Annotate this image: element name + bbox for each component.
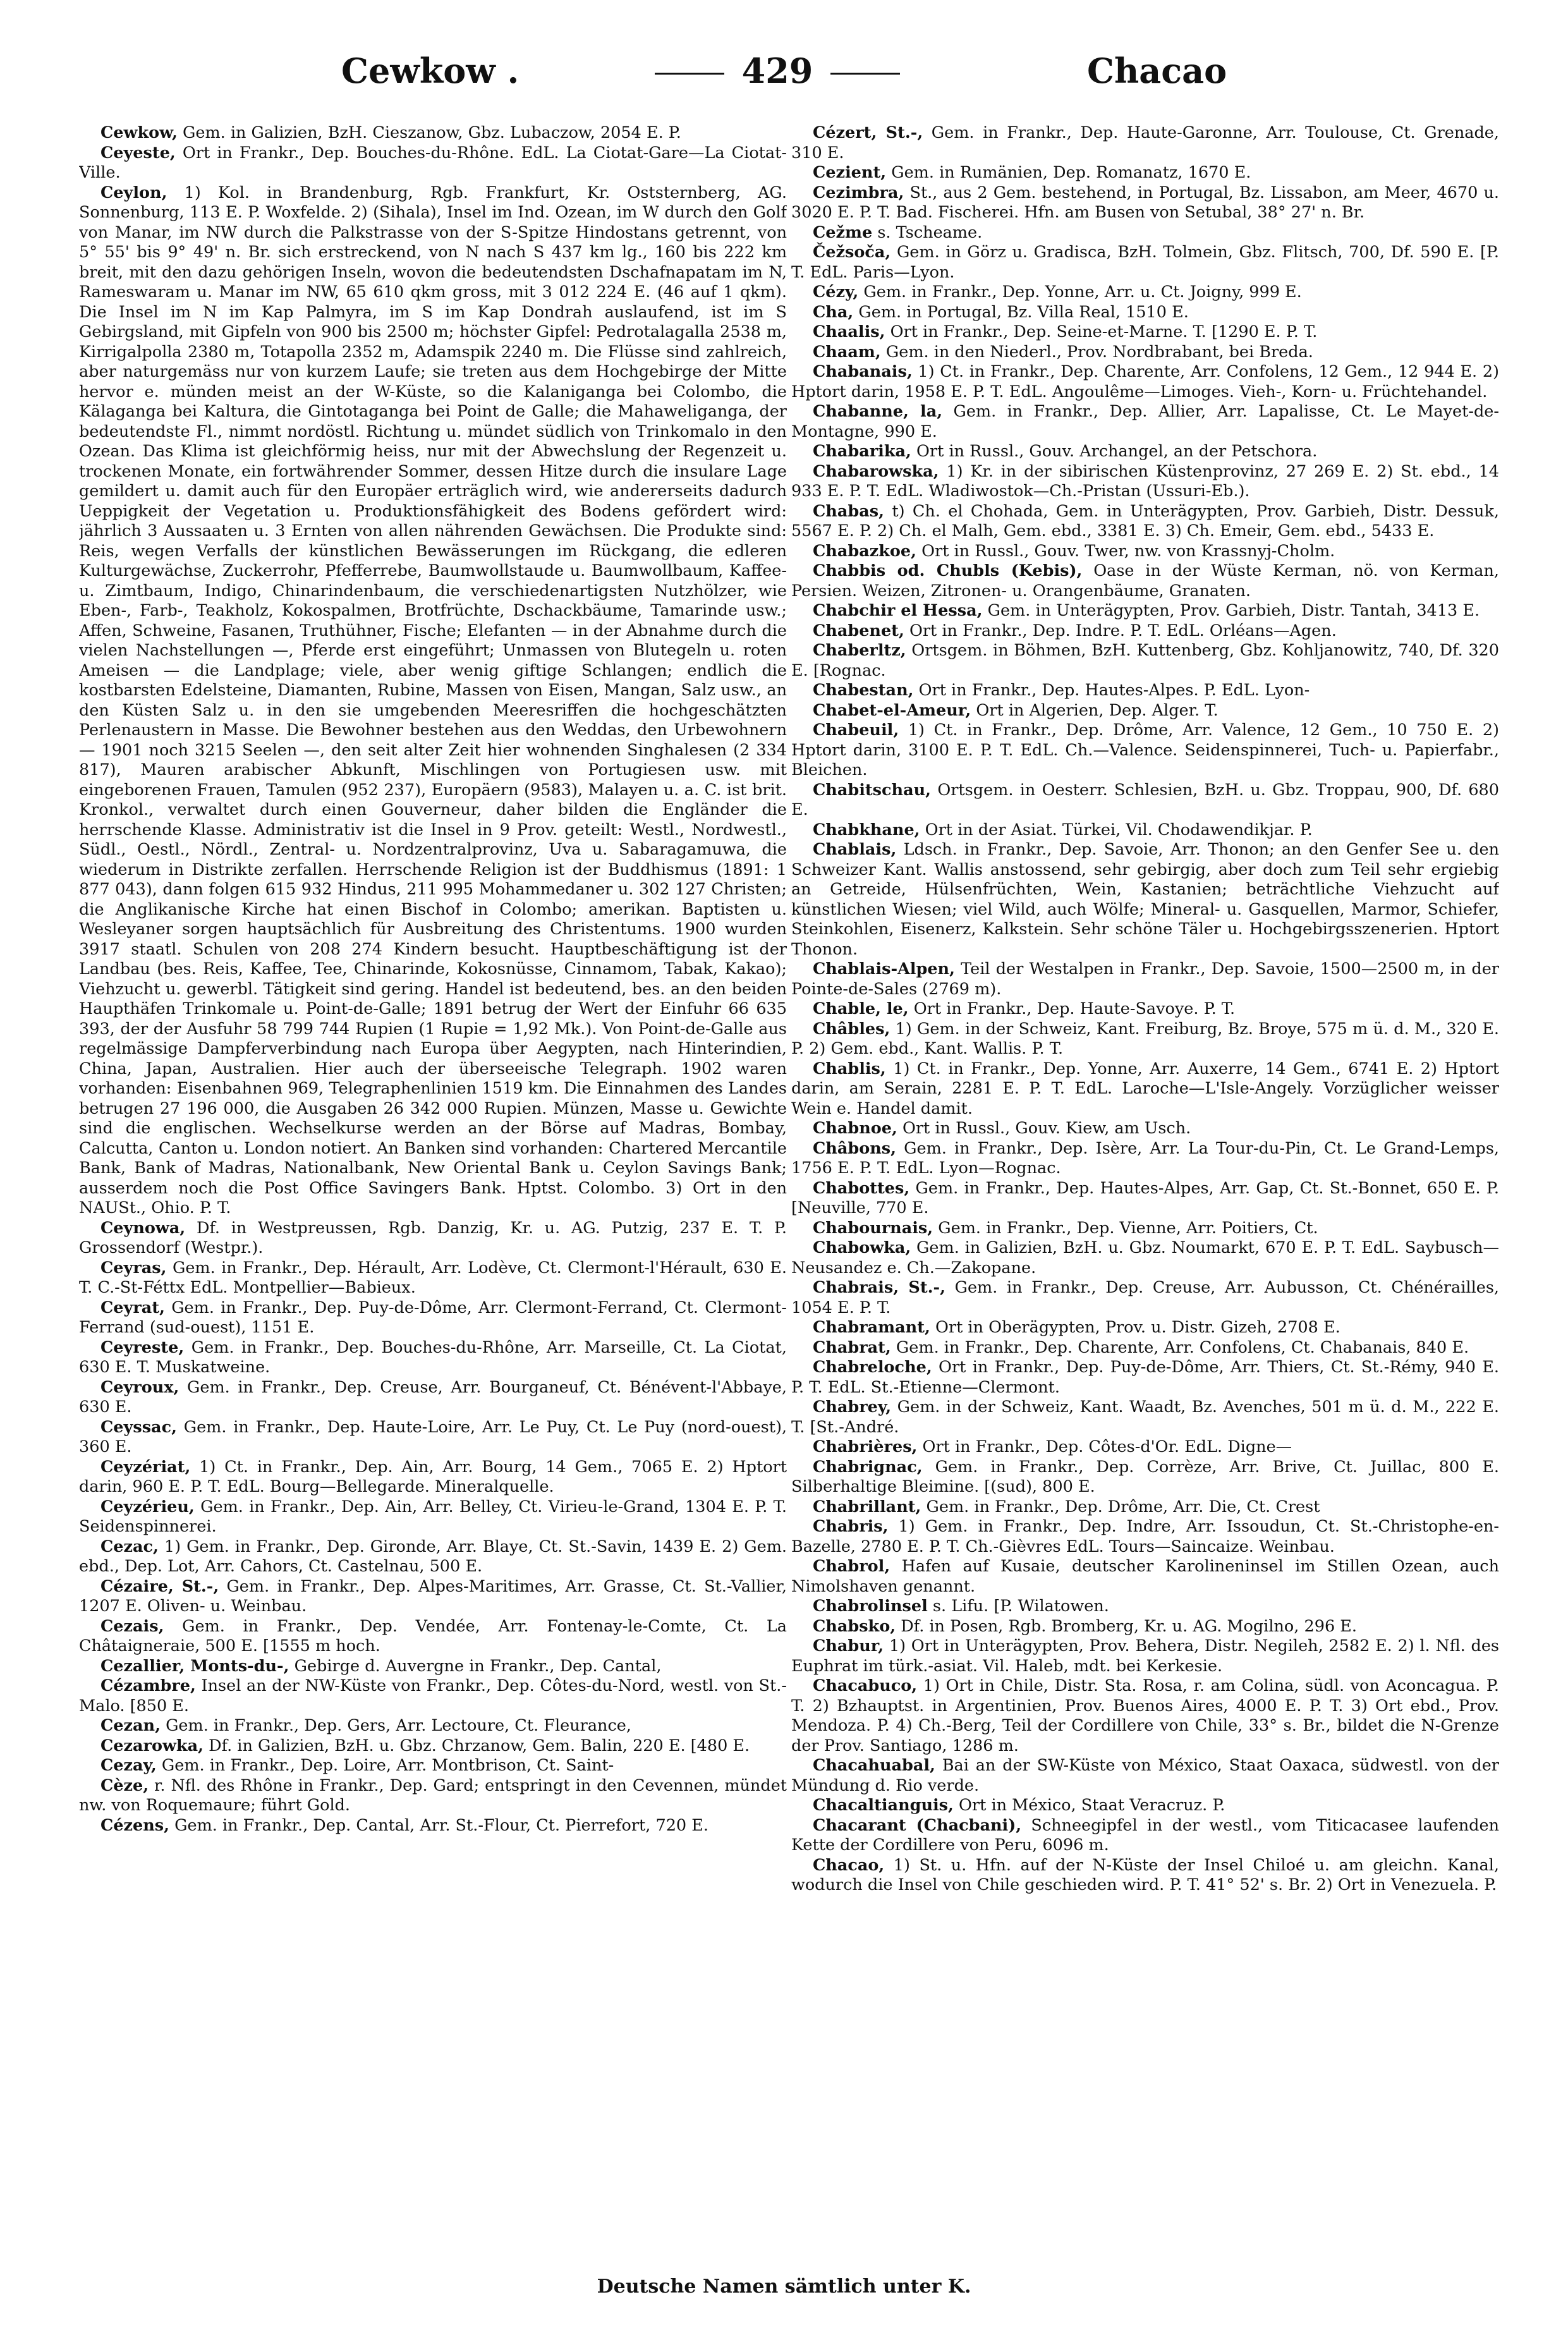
entry-headword: Čežsoča, xyxy=(813,243,891,262)
entry-text: Ort in Oberägypten, Prov. u. Distr. Gizeh, 2708 E. xyxy=(935,1318,1340,1337)
dictionary-entry xyxy=(791,1458,1499,1497)
entry-text: Gem. in Frankr., Dep. Hérault, Arr. Lodève, Ct. Clermont-l'Hérault, 630 E. T. C.-St-Féttx EdL. Montpellier—Babieux. xyxy=(79,1258,787,1297)
dictionary-entry xyxy=(791,1796,1499,1816)
entry-text: Df. in Posen, Rgb. Bromberg, Kr. u. AG. Mogilno, 296 E. xyxy=(901,1616,1357,1636)
entry-headword: Chabchir el Hessa, xyxy=(813,601,983,620)
entry-headword: Chabas, xyxy=(813,501,884,521)
dictionary-entry xyxy=(791,1517,1499,1557)
dictionary-entry xyxy=(791,840,1499,960)
entry-headword: Cewkow, xyxy=(100,123,178,142)
entry-text: Insel an der NW-Küste von Frankr., Dep. Côtes-du-Nord, westl. von St.-Malo. [850 E. xyxy=(79,1676,787,1715)
entry-text: Gem. in Frankr., Dep. Yonne, Arr. u. Ct. Joigny, 999 E. xyxy=(863,283,1302,302)
entry-text: Gem. in Frankr., Dep. Loire, Arr. Montbrison, Ct. Saint- xyxy=(161,1756,614,1775)
entry-headword: Ceynowa, xyxy=(100,1218,186,1238)
dictionary-entry xyxy=(79,1258,787,1298)
entry-text: Gem. in Frankr., Dep. Ain, Arr. Belley, Ct. Virieu-le-Grand, 1304 E. P. T. Seidenspinnerei. xyxy=(79,1497,787,1536)
entry-text: Gem. in Portugal, Bz. Villa Real, 1510 E. xyxy=(858,302,1189,322)
entry-text: Ortsgem. in Oesterr. Schlesien, BzH. u. Gbz. Troppau, 900, Df. 680 E. xyxy=(791,780,1499,819)
entry-text: s. Lifu. [P. Wilatowen. xyxy=(932,1597,1109,1616)
entry-text: Ortsgem. in Böhmen, BzH. Kuttenberg, Gbz. Kohljanowitz, 740, Df. 320 E. [Rognac. xyxy=(791,641,1499,680)
entry-text: Gem. in Frankr., Dep. Cantal, Arr. St.-Flour, Ct. Pierrefort, 720 E. xyxy=(174,1815,708,1835)
dictionary-entry xyxy=(791,1119,1499,1139)
dictionary-entry xyxy=(791,1020,1499,1059)
entry-text: Ort in Frankr., Dep. Puy-de-Dôme, Arr. Thiers, Ct. St.-Rémy, 940 E. P. T. EdL. St.-Etienne—Clermont. xyxy=(791,1358,1499,1397)
entry-text: r. Nfl. des Rhône in Frankr., Dep. Gard; entspringt in den Cevennen, mündet nw. von Roquemaure; führt Gold. xyxy=(79,1776,787,1815)
entry-headword: Cezan, xyxy=(100,1716,161,1735)
entry-headword: Chabrat, xyxy=(813,1338,891,1357)
dictionary-entry xyxy=(791,1816,1499,1856)
entry-text: Gem. in Frankr., Dep. Drôme, Arr. Die, Ct. Crest xyxy=(926,1497,1320,1516)
dictionary-entry xyxy=(791,1617,1499,1637)
dictionary-entry xyxy=(79,1497,787,1537)
entry-text: 1) Gem. in der Schweiz, Kant. Freiburg, Bz. Broye, 575 m ü. d. M., 320 E. P. 2) Gem. ebd., Kant. Wallis. P. T. xyxy=(791,1019,1499,1058)
entry-text: Ort in Algerien, Dep. Alger. T. xyxy=(976,700,1219,720)
entry-headword: Chabrais, St.-, xyxy=(813,1278,945,1297)
entry-text: 1) Kr. in der sibirischen Küstenprovinz, 27 269 E. 2) St. ebd., 14 933 E. P. T. EdL. Wladiwostok—Ch.-Pristan (Ussuri-Eb.). xyxy=(791,461,1499,501)
dictionary-entry xyxy=(791,462,1499,502)
dictionary-entry xyxy=(791,1059,1499,1119)
entry-headword: Cézaire, St.-, xyxy=(100,1576,219,1596)
dictionary-entry xyxy=(79,183,787,1219)
entry-text: Gem. in den Niederl., Prov. Nordbrabant, bei Breda. xyxy=(885,342,1313,362)
entry-text: 1) Gem. in Frankr., Dep. Gironde, Arr. Blaye, Ct. St.-Savin, 1439 E. 2) Gem. ebd., Dep. Lot, Arr. Cahors, Ct. Castelnau, 500 E. xyxy=(79,1537,787,1576)
entry-headword: Ceyeste, xyxy=(100,143,176,162)
entry-headword: Chabur, xyxy=(813,1636,884,1655)
entry-headword: Chabrey, xyxy=(813,1398,892,1417)
entry-text: Df. in Westpreussen, Rgb. Danzig, Kr. u. AG. Putzig, 237 E. T. P. Grossendorf (Westpr.). xyxy=(79,1218,787,1257)
entry-text: Ort in Frankr., Dep. Bouches-du-Rhône. EdL. La Ciotat-Gare—La Ciotat-Ville. xyxy=(79,143,787,182)
entry-text: Ldsch. in Frankr., Dep. Savoie, Arr. Thonon; an den Genfer See u. den Schweizer Kant. Wallis anstossend, sehr gebirgig, aber doch zum Teil sehr ergiebig an Getreide, Hülsenfrüchten, Wein, Kastanien; beträchtliche Viehzucht auf künstlichen Wiesen; viel Wild, auch Wölfe; Mineral- u. Gasquellen, Marmor, Schiefer, Steinkohlen, Eisenerz, Kalkstein. Sehr schöne Täler u. Hochgebirgsszenerien. Hptort Thonon. xyxy=(791,840,1499,959)
entry-headword: Chabet-el-Ameur, xyxy=(813,700,971,720)
dictionary-entry xyxy=(791,542,1499,562)
entry-headword: Ceyras, xyxy=(100,1258,167,1277)
dictionary-entry xyxy=(79,1458,787,1497)
entry-headword: Cézambre, xyxy=(100,1676,196,1695)
dictionary-entry xyxy=(791,1179,1499,1219)
entry-text: 1) Gem. in Frankr., Dep. Indre, Arr. Issoudun, Ct. St.-Christophe-en-Bazelle, 2780 E. P. T. Ch.-Gièvres EdL. Tours—Saincaize. Weinbau. xyxy=(791,1517,1499,1556)
entry-headword: Chabnoe, xyxy=(813,1119,897,1138)
entry-headword: Ceyroux, xyxy=(100,1377,179,1397)
dictionary-entry xyxy=(79,143,787,183)
entry-headword: Chabarowska, xyxy=(813,461,939,481)
entry-text: Ort in Russl., Gouv. Kiew, am Usch. xyxy=(902,1119,1191,1138)
entry-headword: Chaam, xyxy=(813,342,881,362)
dictionary-entry xyxy=(791,1139,1499,1179)
entry-text: Gem. in Görz u. Gradisca, BzH. Tolmein, Gbz. Flitsch, 700, Df. 590 E. [P. T. EdL. Paris—Lyon. xyxy=(791,243,1499,282)
dictionary-entry xyxy=(79,1219,787,1258)
dictionary-entry xyxy=(791,960,1499,999)
dictionary-entry xyxy=(791,1338,1499,1358)
dictionary-entry xyxy=(791,601,1499,621)
entry-text: Gem. in Frankr., Dep. Haute-Garonne, Arr. Toulouse, Ct. Grenade, 310 E. xyxy=(791,123,1499,162)
entry-headword: Cezimbra, xyxy=(813,183,904,202)
entry-text: Gem. in der Schweiz, Kant. Waadt, Bz. Avenches, 501 m ü. d. M., 222 E. T. [St.-André. xyxy=(791,1398,1499,1437)
dictionary-entry xyxy=(791,1278,1499,1318)
entry-text: Gem. in Frankr., Dep. Charente, Arr. Confolens, Ct. Chabanais, 840 E. xyxy=(896,1338,1469,1357)
entry-headword: Ceylon, xyxy=(100,183,167,202)
entry-text: s. Tscheame. xyxy=(877,222,983,242)
entry-headword: Chable, le, xyxy=(813,999,909,1018)
entry-text: Ort in Frankr., Dep. Indre. P. T. EdL. Orléans—Agen. xyxy=(909,621,1337,640)
entry-text: 1) Ct. in Frankr., Dep. Ain, Arr. Bourg, 14 Gem., 7065 E. 2) Hptort darin, 960 E. P. T. EdL. Bourg—Bellegarde. Mineralquelle. xyxy=(79,1457,787,1496)
entry-headword: Ceyzériat, xyxy=(100,1457,191,1477)
entry-text: Gem. in Galizien, BzH. Cieszanow, Gbz. Lubaczow, 2054 E. P. xyxy=(183,123,681,142)
entry-headword: Chablais-Alpen, xyxy=(813,960,955,978)
dictionary-entry xyxy=(791,362,1499,402)
entry-headword: Chabournais, xyxy=(813,1218,933,1238)
entry-headword: Chabanne, la, xyxy=(813,402,943,421)
dictionary-entry xyxy=(79,1577,787,1617)
dictionary-entry xyxy=(79,1736,787,1757)
dictionary-entry xyxy=(791,1636,1499,1676)
dictionary-entry xyxy=(791,641,1499,681)
dictionary-entry xyxy=(791,1856,1499,1896)
entry-headword: Chabrol, xyxy=(813,1557,890,1576)
entry-headword: Ceyreste, xyxy=(100,1338,185,1357)
entry-headword: Chabrolinsel xyxy=(813,1597,928,1616)
dictionary-entry xyxy=(79,1776,787,1816)
entry-headword: Cézens, xyxy=(100,1815,169,1835)
entry-headword: Cezarowka, xyxy=(100,1736,204,1755)
entry-text: Gem. in Frankr., Dep. Puy-de-Dôme, Arr. Clermont-Ferrand, Ct. Clermont-Ferrand (sud-ouest), 1151 E. xyxy=(79,1298,787,1337)
entry-text: Gem. in Frankr., Dep. Alpes-Maritimes, Arr. Grasse, Ct. St.-Vallier, 1207 E. Oliven- u. Weinbau. xyxy=(79,1576,787,1616)
entry-headword: Chabris, xyxy=(813,1517,889,1536)
left-column xyxy=(79,123,787,2266)
entry-text: St., aus 2 Gem. bestehend, in Portugal, Bz. Lissabon, am Meer, 4670 u. 3020 E. P. T. Bad. Fischerei. Hfn. am Busen von Setubal, 38° 27' n. Br. xyxy=(791,183,1499,222)
dictionary-entry xyxy=(791,1756,1499,1796)
entry-text: Gem. in Frankr., Dep. Creuse, Arr. Aubusson, Ct. Chénérailles, 1054 E. P. T. xyxy=(791,1278,1499,1317)
dictionary-entry xyxy=(791,1358,1499,1398)
dictionary-entry xyxy=(791,343,1499,363)
entry-text: Gem. in Frankr., Dep. Haute-Loire, Arr. Le Puy, Ct. Le Puy (nord-ouest), 360 E. xyxy=(79,1417,787,1456)
entry-headword: Chacabuco, xyxy=(813,1676,918,1695)
entry-headword: Cézert, St.-, xyxy=(813,123,923,142)
entry-text: Gem. in Galizien, BzH. u. Gbz. Noumarkt, 670 E. P. T. EdL. Saybusch—Neusandez e. Ch.—Zakopane. xyxy=(791,1238,1499,1277)
entry-text: Ort in Russl., Gouv. Archangel, an der Petschora. xyxy=(916,442,1318,461)
dictionary-entry xyxy=(79,1657,787,1677)
footer-note: Deutsche Namen sämtlich unter K. xyxy=(597,2276,971,2298)
entry-text: 1) Ort in Unterägypten, Prov. Behera, Distr. Negileh, 2582 E. 2) l. Nfl. des Euphrat im türk.-asiat. Vil. Haleb, mdt. bei Kerkesie. xyxy=(791,1636,1499,1676)
entry-text: Gem. in Frankr., Dep. Corrèze, Arr. Brive, Ct. Juillac, 800 E. Silberhaltige Bleimine. [(sud), 800 E. xyxy=(791,1457,1499,1496)
dictionary-entry xyxy=(791,701,1499,721)
entry-text: Ort in Frankr., Dep. Seine-et-Marne. T. [1290 E. P. T. xyxy=(890,322,1318,341)
entry-headword: Chabramant, xyxy=(813,1318,930,1337)
dictionary-entry xyxy=(79,1298,787,1338)
dictionary-entry xyxy=(79,1418,787,1458)
entry-text: 1) Ct. in Frankr., Dep. Yonne, Arr. Auxerre, 14 Gem., 6741 E. 2) Hptort darin, am Serain, 2281 E. P. T. EdL. Laroche—L'Isle-Angely. Vorzüglicher weisser Wein e. Handel damit. xyxy=(791,1059,1499,1118)
dictionary-entry xyxy=(791,1219,1499,1239)
dictionary-entry xyxy=(791,561,1499,601)
entry-text: Ort in Frankr., Dep. Côtes-d'Or. EdL. Digne— xyxy=(922,1437,1292,1456)
entry-text: 1) St. u. Hfn. auf der N-Küste der Insel Chiloé u. am gleichn. Kanal, wodurch die Insel von Chile geschieden wird. P. T. 41° 52' s. Br. 2) Ort in Venezuela. P. xyxy=(791,1855,1499,1894)
dictionary-entry xyxy=(79,1617,787,1657)
entry-headword: Chabbis od. Chubls (Kebis), xyxy=(813,561,1083,580)
entry-text: Gebirge d. Auvergne in Frankr., Dep. Cantal, xyxy=(294,1656,662,1676)
dictionary-entry xyxy=(791,781,1499,820)
dictionary-entry xyxy=(791,322,1499,343)
entry-text: Gem. in Frankr., Dep. Gers, Arr. Lectoure, Ct. Fleurance, xyxy=(166,1716,631,1735)
entry-headword: Chabeuil, xyxy=(813,721,899,740)
dictionary-entry xyxy=(79,1756,787,1776)
dictionary-entry xyxy=(791,999,1499,1020)
dictionary-entry xyxy=(79,1716,787,1736)
dictionary-entry xyxy=(791,820,1499,841)
entry-text: Ort in Russl., Gouv. Twer, nw. von Krassnyj-Cholm. xyxy=(921,541,1335,561)
entry-headword: Ceyrat, xyxy=(100,1298,165,1317)
entry-text: 1) Ct. in Frankr., Dep. Charente, Arr. Confolens, 12 Gem., 12 944 E. 2) Hptort darin, 1958 E. P. T. EdL. Angoulême—Limoges. Vieh-, Korn- u. Früchtehandel. xyxy=(791,362,1499,401)
dictionary-entry xyxy=(791,1318,1499,1338)
entry-headword: Chabrières, xyxy=(813,1437,918,1456)
entry-headword: Chabreloche, xyxy=(813,1358,932,1377)
dictionary-entry xyxy=(791,402,1499,442)
dictionary-entry xyxy=(791,123,1499,163)
dictionary-entry xyxy=(79,1816,787,1836)
entry-headword: Chacarant (Chacbani), xyxy=(813,1815,1022,1835)
right-column xyxy=(791,123,1499,2266)
entry-headword: Chabrillant, xyxy=(813,1497,921,1516)
page-number-block xyxy=(632,51,923,91)
header-right-headword: Chacao xyxy=(1087,51,1227,91)
entry-headword: Châbons, xyxy=(813,1138,896,1158)
dictionary-entry xyxy=(791,1437,1499,1458)
header-left-headword: Cewkow . xyxy=(341,51,520,91)
entry-headword: Chabrignac, xyxy=(813,1457,923,1477)
entry-headword: Ceyzérieu, xyxy=(100,1497,195,1516)
entry-text: 1) Ct. in Frankr., Dep. Drôme, Arr. Valence, 12 Gem., 10 750 E. 2) Hptort darin, 3100 E. P. T. EdL. Ch.—Valence. Seidenspinnerei, Tuch- u. Papierfabr., Bleichen. xyxy=(791,721,1499,779)
entry-text: Teil der Westalpen in Frankr., Dep. Savoie, 1500—2500 m, in der Pointe-de-Sales (2769 m). xyxy=(791,960,1499,999)
dictionary-entry xyxy=(791,1676,1499,1756)
entry-text: Gem. in Unterägypten, Prov. Garbieh, Distr. Tantah, 3413 E. xyxy=(987,601,1480,620)
dictionary-entry xyxy=(79,123,787,143)
header-rule-left xyxy=(655,73,724,75)
dictionary-entry xyxy=(791,442,1499,462)
entry-headword: Chacaltianguis, xyxy=(813,1796,954,1815)
header-rule-right xyxy=(830,73,900,75)
dictionary-entry xyxy=(791,621,1499,642)
dictionary-entry xyxy=(79,1378,787,1418)
entry-headword: Cèze, xyxy=(100,1776,149,1795)
entry-headword: Cezay, xyxy=(100,1756,157,1775)
entry-headword: Chacao, xyxy=(813,1855,885,1875)
entry-headword: Chabowka, xyxy=(813,1238,911,1257)
entry-headword: Chabanais, xyxy=(813,362,913,381)
entry-text: Df. in Galizien, BzH. u. Gbz. Chrzanow, Gem. Balin, 220 E. [480 E. xyxy=(209,1736,750,1755)
entry-headword: Cežme xyxy=(813,222,873,242)
entry-text: Gem. in Frankr., Dep. Allier, Arr. Lapalisse, Ct. Le Mayet-de-Montagne, 990 E. xyxy=(791,402,1499,441)
entry-text: Schneegipfel in der westl., vom Titicacasee laufenden Kette der Cordillere von Peru, 6096 m. xyxy=(791,1815,1499,1855)
entry-headword: Chabenet, xyxy=(813,621,904,640)
entry-headword: Cezais, xyxy=(100,1616,164,1636)
entry-text: Ort in México, Staat Veracruz. P. xyxy=(959,1796,1225,1815)
entry-text: t) Ch. el Chohada, Gem. in Unterägypten, Prov. Garbieh, Distr. Dessuk, 5567 E. P. 2) Ch. el Malh, Gem. ebd., 3381 E. 3) Ch. Emeir, Gem. ebd., 5433 E. xyxy=(791,501,1499,540)
entry-text: Gem. in Frankr., Dep. Vienne, Arr. Poitiers, Ct. xyxy=(938,1218,1318,1238)
entry-text: Gem. in Frankr., Dep. Isère, Arr. La Tour-du-Pin, Ct. Le Grand-Lemps, 1756 E. P. T. EdL. Lyon—Rognac. xyxy=(791,1138,1499,1178)
entry-headword: Chabarika, xyxy=(813,442,911,461)
dictionary-entry xyxy=(79,1676,787,1716)
entry-text: Gem. in Frankr., Dep. Bouches-du-Rhône, Arr. Marseille, Ct. La Ciotat, 630 E. T. Muskatweine. xyxy=(79,1338,787,1377)
dictionary-entry xyxy=(791,283,1499,303)
entry-text: Gem. in Rumänien, Dep. Romanatz, 1670 E. xyxy=(891,163,1251,182)
entry-text: Hafen auf Kusaie, deutscher Karolineninsel im Stillen Ozean, auch Nimolshaven genannt. xyxy=(791,1557,1499,1596)
dictionary-entry xyxy=(791,163,1499,183)
entry-headword: Cha, xyxy=(813,302,854,322)
entry-headword: Chabitschau, xyxy=(813,780,932,800)
entry-headword: Cezient, xyxy=(813,163,887,182)
entry-text: 1) Kol. in Brandenburg, Rgb. Frankfurt, Kr. Oststernberg, AG. Sonnenburg, 113 E. P. Woxfelde. 2) (Sihala), Insel im Ind. Ozean, im W durch den Golf von Manar, im NW durch die Palkstrasse von der S-Spitze Hindostans getrennt, von 5° 55' bis 9° 49' n. Br. sich erstreckend, von N nach S 437 km lg., 160 bis 222 km breit, mit den dazu gehörigen Inseln, wovon die bedeutendsten Dschafnapatam im N, Rameswaram u. Manar im NW, 65 610 qkm gross, mit 3 012 224 E. (46 auf 1 qkm). Die Insel im N im Kap Palmyra, im S im Kap Dondrah auslaufend, ist im S Gebirgsland, mit Gipfeln von 900 bis 2500 m; höchster Gipfel: Pedrotalagalla 2538 m, Kirrigalpolla 2380 m, Totapolla 2352 m, Adamspik 2240 m. Die Flüsse sind zahlreich, aber naturgemäss nur von kurzem Laufe; sie treten aus dem Hochgebirge der Mitte hervor e. münden meist an der W-Küste, so die Kalanigangа bei Colombo, die Kälaganga bei Kaltura, die Gintotaganga bei Point de Galle; die Mahaweliganga, der bedeutendste Fl., nimmt nordöstl. Richtung u. mündet südlich von Trinkomalo in den Ozean. Das Klima ist gleichförmig heiss, nur mit der Abwechslung der Regenzeit u. trockenen Monate, ein fortwährender Sommer, dessen Hitze durch die insulare Lage gemildert u. damit auch für den Europäer erträglich wird, wie andererseits dadurch Ueppigkeit der Vegetation u. Produktionsfähigkeit des Bodens gefördert wird: jährlich 3 Aussaaten u. 3 Ernten von allen nährenden Gewächsen. Die Produkte sind: Reis, wegen Verfalls der künstlichen Bewässerungen im Rückgang, die edleren Kulturgewächse, Zuckerrohr, Pfefferrebe, Baumwollstaude u. Baumwollbaum, Kaffee- u. Zimtbaum, Indigo, Chinarindenbaum, die verschiedenartigsten Nutzhölzer, wie Eben-, Farb-, Teakholz, Kokospalmen, Brotfrüchte, Dschackbäume, Tamarinde usw.; Affen, Schweine, Fasanen, Truthühner, Fische; Elefanten — in der Abnahme durch die vielen Nachstellungen —, Pferde erst eingeführt; Unmassen von Blutegeln u. roten Ameisen — die Landplage; viele, aber wenig giftige Schlangen; endlich die kostbarsten Edelsteine, Diamanten, Rubine, Massen von Eisen, Mangan, Salz usw., an den Küsten Salz u. in den sie umgebenden Meeresriffen die hochgeschätzten Perlenaustern in Masse. Die Bewohner bestehen aus den Weddas, den Urbewohnern — 1901 noch 3215 Seelen —, den seit alter Zeit hier wohnenden Singhalesen (2 334 817), Mauren arabischer Abkunft, Mischlingen von Portugiesen usw. mit eingeborenen Frauen, Tamulen (952 237), Europäern (9583), Malayen u. a. C. ist brit. Kronkol., verwaltet durch einen Gouverneur, daher bilden die Engländer die herrschende Klasse. Administrativ ist die Insel in 9 Prov. geteilt: Westl., Nordwestl., Südl., Oestl., Nördl., Zentral- u. Nordzentralprovinz, Uva u. Sabaragamuwa, die wiederum in Distrikte zerfallen. Herrschende Religion ist der Buddhismus (1891: 1 877 043), dann folgen 615 932 Hindus, 211 995 Mohammedaner u. 302 127 Christen; die Anglikanische Kirche hat einen Bischof in Colombo; amerikan. Baptisten u. Wesleyaner sorgen hauptsächlich für Ausbreitung des Christentums. 1900 wurden 3917 staatl. Schulen von 208 274 Kindern besucht. Hauptbeschäftigung ist der Landbau (bes. Reis, Kaffee, Tee, Chinarinde, Kokosnüsse, Cinnamom, Tabak, Kakao); Viehzucht u. gewerbl. Tätigkeit sind gering. Handel ist bedeutend, bes. an den beiden Haupthäfen Trinkomale u. Point-de-Galle; 1891 betrug der Wert der Einfuhr 66 635 393, der der Ausfuhr 58 799 744 Rupien (1 Rupie = 1,92 Mk.). Von Point-de-Galle aus regelmässige Dampferverbindung nach Europa über Aegypten, nach Hinterindien, China, Japan, Australien. Hier auch der überseeische Telegraph. 1902 waren vorhanden: Eisenbahnen 969, Telegraphenlinien 1519 km. Die Einnahmen des Landes betrugen 27 196 000, die Ausgaben 26 342 000 Rupien. Münzen, Masse u. Gewichte sind die englischen. Wechselkurse werden an der Börse auf Madras, Bombay, Calcutta, Canton u. London notiert. An Banken sind vorhanden: Chartered Mercantile Bank, Bank of Madras, Nationalbank, New Oriental Bank u. Ceylon Savings Bank; ausserdem noch die Post Office Savingers Bank. Hptst. Colombo. 3) Ort in den NAUSt., Ohio. P. T. xyxy=(79,183,787,1217)
dictionary-entry xyxy=(791,681,1499,701)
dictionary-entry xyxy=(791,1398,1499,1437)
dictionary-entry xyxy=(79,1338,787,1378)
entry-text: Gem. in Frankr., Dep. Vendée, Arr. Fontenay-le-Comte, Ct. La Châtaigneraie, 500 E. [1555 m hoch. xyxy=(79,1616,787,1655)
entry-text: Oase in der Wüste Kerman, nö. von Kerman, Persien. Weizen, Zitronen- u. Orangenbäume, Granaten. xyxy=(791,561,1499,600)
dictionary-entry xyxy=(791,243,1499,283)
entry-text: Ort in der Asiat. Türkei, Vil. Chodawendikjar. P. xyxy=(925,820,1313,839)
page-header xyxy=(0,51,1568,107)
entry-headword: Chabsko, xyxy=(813,1616,896,1636)
entry-headword: Chablais, xyxy=(813,840,897,859)
dictionary-entry xyxy=(791,1597,1499,1617)
entry-headword: Cezac, xyxy=(100,1537,159,1556)
dictionary-entry xyxy=(791,1557,1499,1597)
entry-headword: Chabestan, xyxy=(813,681,914,700)
page-number: 429 xyxy=(741,51,813,91)
entry-headword: Chabottes, xyxy=(813,1178,910,1198)
entry-text: Ort in Frankr., Dep. Haute-Savoye. P. T. xyxy=(913,999,1236,1018)
entry-headword: Chabazkoe, xyxy=(813,541,916,561)
dictionary-entry xyxy=(791,502,1499,542)
entry-headword: Châbles, xyxy=(813,1019,890,1039)
dictionary-entry xyxy=(791,1238,1499,1278)
dictionary-entry xyxy=(79,1537,787,1577)
dictionary-entry xyxy=(791,183,1499,223)
entry-headword: Chaberltz, xyxy=(813,641,906,660)
entry-text: Gem. in Frankr., Dep. Creuse, Arr. Bourganeuf, Ct. Bénévent-l'Abbaye, 630 E. xyxy=(79,1377,787,1417)
dictionary-entry xyxy=(791,721,1499,781)
entry-headword: Cézy, xyxy=(813,283,859,302)
entry-text: Bai an der SW-Küste von México, Staat Oaxaca, südwestl. von der Mündung d. Rio verde. xyxy=(791,1756,1499,1795)
dictionary-entry xyxy=(791,1497,1499,1518)
entry-headword: Chabkhane, xyxy=(813,820,920,839)
dictionary-entry xyxy=(791,223,1499,243)
entry-headword: Chablis, xyxy=(813,1059,886,1078)
dictionary-entry xyxy=(791,303,1499,323)
entry-headword: Chaalis, xyxy=(813,322,885,341)
entry-headword: Chacahuabal, xyxy=(813,1756,935,1775)
entry-text: 1) Ort in Chile, Distr. Sta. Rosa, r. am Colina, südl. von Aconcagua. P. T. 2) Bzhauptst. in Argentinien, Prov. Buenos Aires, 4000 E. P. T. 3) Ort ebd., Prov. Mendoza. P. 4) Ch.-Berg, Teil der Cordillere von Chile, 33° s. Br., bildet die N-Grenze der Prov. Santiago, 1286 m. xyxy=(791,1676,1499,1755)
entry-headword: Ceyssac, xyxy=(100,1417,177,1437)
entry-text: Ort in Frankr., Dep. Hautes-Alpes. P. EdL. Lyon- xyxy=(918,681,1310,700)
entry-text: Gem. in Frankr., Dep. Hautes-Alpes, Arr. Gap, Ct. St.-Bonnet, 650 E. P. [Neuville, 770 E. xyxy=(791,1178,1499,1217)
entry-headword: Cezallier, Monts-du-, xyxy=(100,1656,289,1676)
